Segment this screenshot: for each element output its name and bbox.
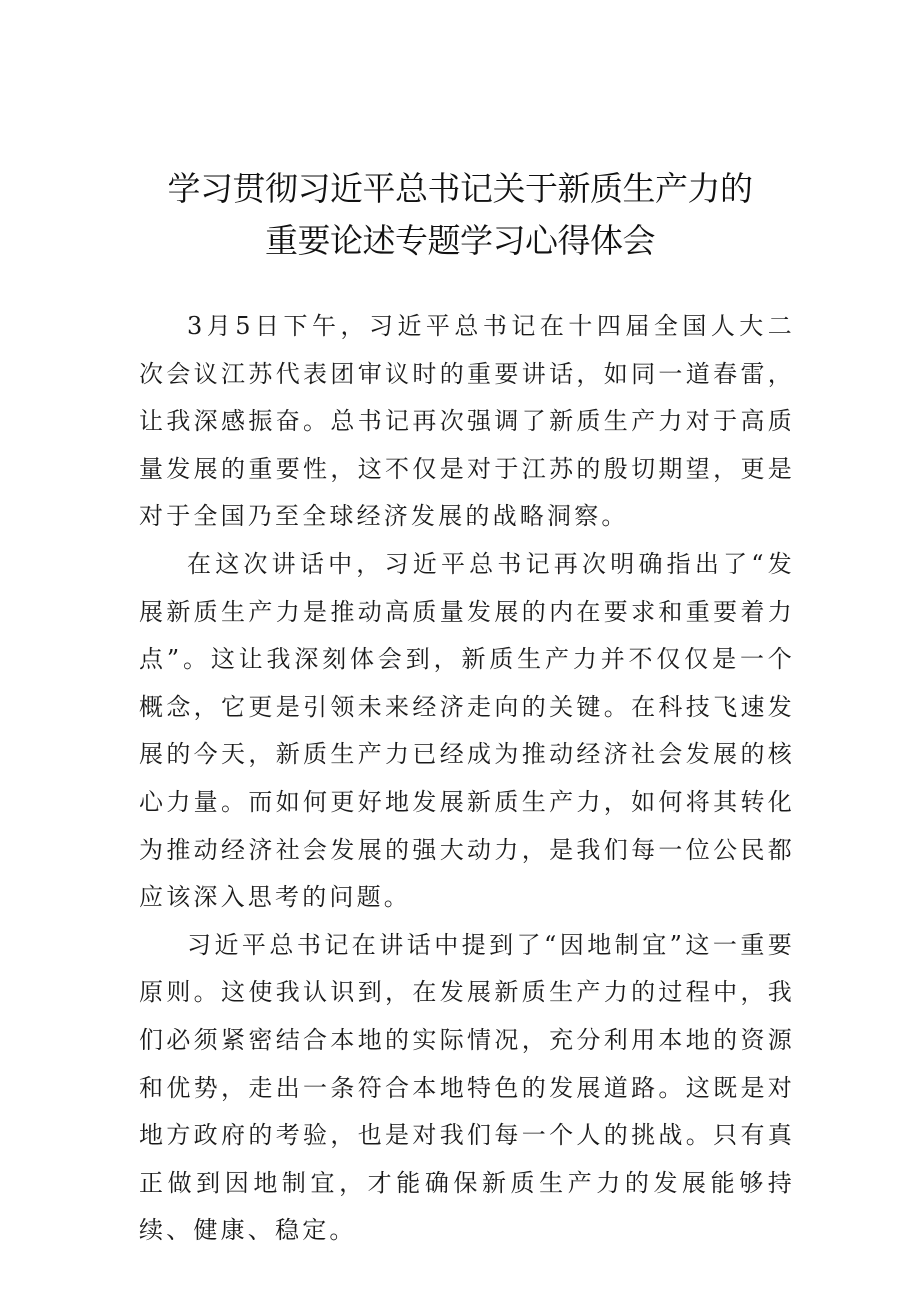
paragraph-3: 习近平总书记在讲话中提到了“因地制宜”这一重要原则。这使我认识到，在发展新质生产力的过程中，我们必须紧密结合本地的实际情况，充分利用本地的资源和优势，走出一条符合本地特色的发展道路。这既是对地方政府的考验，也是对我们每一个人的挑战。只有真正做到因地制宜，才能确保新质生产力的发展能够持续、健康、稳定。 [139,930,795,1245]
document-body [139,303,795,1255]
paragraph-1: 3月5日下午，习近平总书记在十四届全国人大二次会议江苏代表团审议时的重要讲话，如同一道春雷，让我深感振奋。总书记再次强调了新质生产力对于高质量发展的重要性，这不仅是对于江苏的殷切期望，更是对于全国乃至全球经济发展的战略洞察。 [139,312,795,531]
document-title [0,163,920,267]
paragraph-2: 在这次讲话中，习近平总书记再次明确指出了“发展新质生产力是推动高质量发展的内在要求和重要着力点”。这让我深刻体会到，新质生产力并不仅仅是一个概念，它更是引领未来经济走向的关键。在科技飞速发展的今天，新质生产力已经成为推动经济社会发展的核心力量。而如何更好地发展新质生产力，如何将其转化为推动经济社会发展的强大动力，是我们每一位公民都应该深入思考的问题。 [139,549,795,912]
title-line-2: 重要论述专题学习心得体会 [265,221,655,260]
title-line-1: 学习贯彻习近平总书记关于新质生产力的 [167,169,753,208]
